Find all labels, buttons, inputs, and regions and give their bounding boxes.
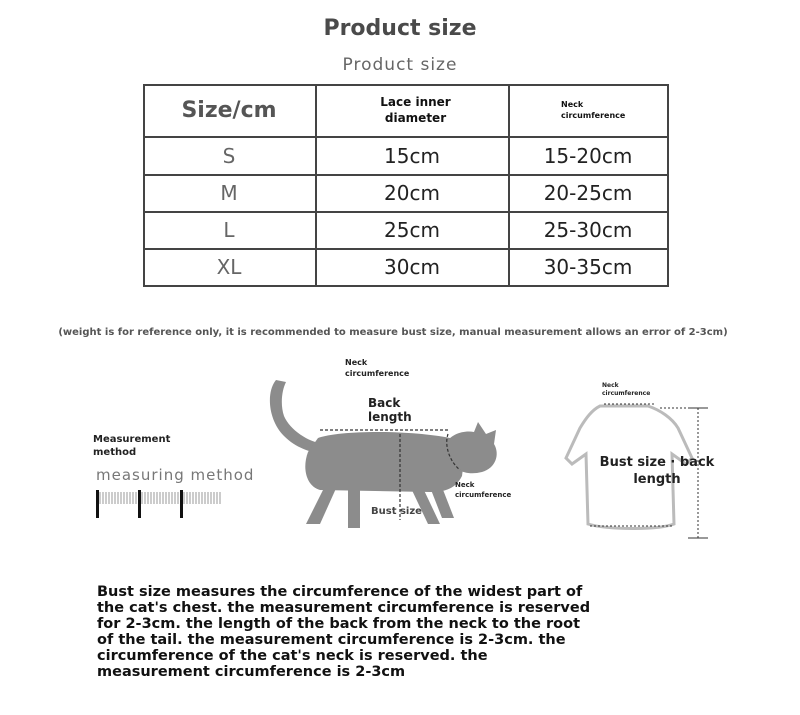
table-row-size: M [220, 181, 238, 205]
header-lace-inner-diameter: Lace inner diameter [380, 95, 451, 125]
table-row-lace: 15cm [384, 143, 440, 168]
reference-note: (weight is for reference only, it is recommended to measure bust size, manual measurement allows an error of 2-3cm) [58, 327, 728, 338]
table-row-size: L [223, 218, 235, 242]
table-row-neck: 30-35cm [543, 255, 633, 279]
table-row-neck: 15-20cm [543, 143, 633, 168]
measurement-description: Bust size measures the circumference of the widest part of the cat's chest. the measurement circumference is reserved for 2-3cm. the length of the back from the neck to the root of the tail. the measurement circumference is 2-3cm. the circumference of the cat's neck is reserved. the measurement circumference is 2-3cm [97, 584, 591, 680]
bust-back-length-label: Bust size · back length [599, 455, 715, 487]
measurement-method-label: Measurement method [93, 434, 171, 458]
table-row-size: XL [216, 255, 242, 279]
neck-circumference-label-top: Neck circumference [345, 358, 410, 378]
neck-circumference-label-small: Neck circumference [455, 481, 512, 499]
measuring-method-subtitle: measuring method [96, 466, 255, 484]
table-row-lace: 30cm [384, 255, 440, 279]
table-row-lace: 20cm [384, 181, 440, 205]
back-length-label: Back length [368, 396, 412, 424]
table-row-neck: 25-30cm [543, 218, 633, 242]
table-row-lace: 25cm [384, 218, 440, 242]
header-neck-circumference: Neck circumference [561, 100, 626, 120]
ruler-icon [92, 490, 227, 520]
size-table [143, 84, 669, 286]
bust-size-label: Bust size [371, 506, 422, 517]
shirt-neck-circumference-label: Neck circumference [602, 382, 651, 397]
header-size: Size/cm [181, 97, 277, 123]
table-row-size: S [222, 143, 236, 168]
page-subtitle: Product size [342, 55, 458, 75]
table-row-neck: 20-25cm [543, 181, 633, 205]
page-title: Product size [323, 16, 477, 41]
